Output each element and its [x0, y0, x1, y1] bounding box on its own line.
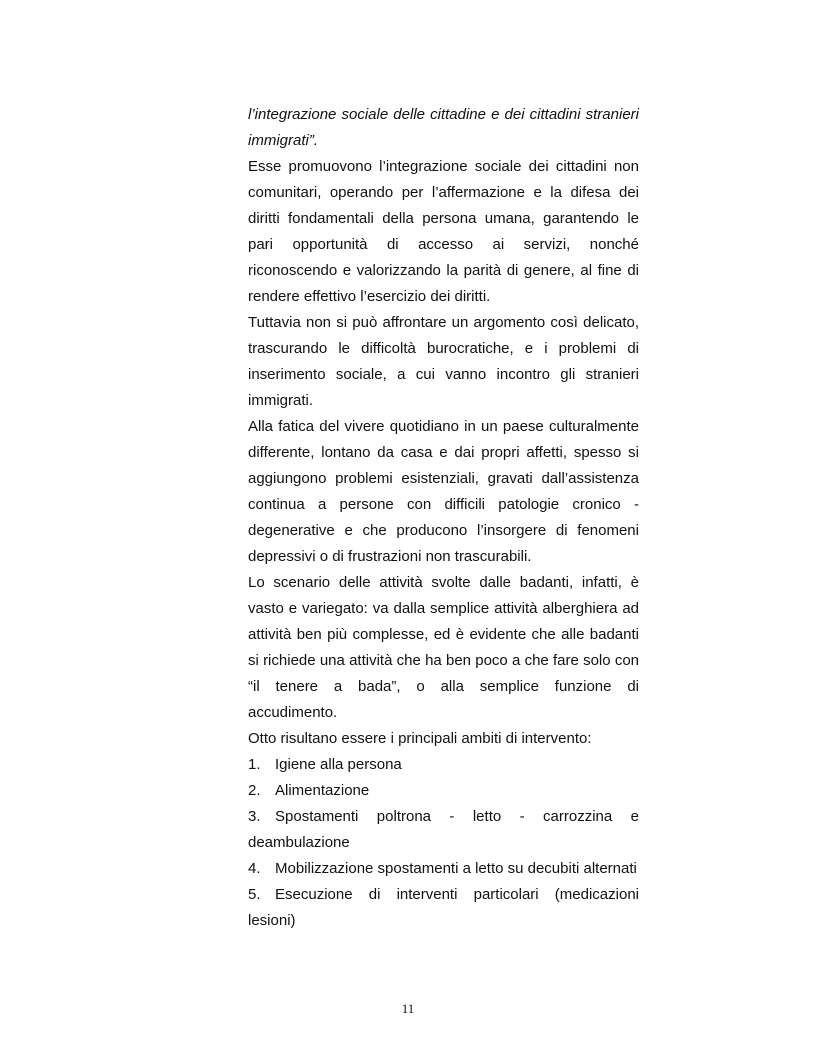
list-item-number: 1. [248, 756, 261, 773]
list-item-text: Alimentazione [275, 782, 370, 799]
list-item-number: 2. [248, 782, 261, 799]
paragraph-badanti-scenario: Lo scenario delle attività svolte dalle badanti, infatti, è vasto e variegato: va dalla semplice attività alberghiera ad attività ben più complesse, ed è evidente che alle badanti si richiede una attività che ha ben poco a che fare solo con “il tenere a bada”, o alla semplice funzione di accudimento. [248, 574, 639, 721]
list-item-text: Spostamenti poltrona - letto - carrozzina e deambulazione [248, 808, 639, 851]
list-item-number: 4. [248, 860, 261, 877]
paragraph-daily-fatigue: Alla fatica del vivere quotidiano in un paese culturalmente differente, lontano da casa e dai propri affetti, spesso si aggiungono problemi esistenziali, gravati dall’assistenza continua a persone con difficili patologie cronico - degenerative e che producono l’insorgere di fenomeni depressivi o di frustrazioni non trascurabili. [248, 418, 639, 565]
intro-quote-paragraph: l’integrazione sociale delle cittadine e dei cittadini stranieri immigrati”. [248, 106, 639, 149]
page-number: 11 [401, 1001, 415, 1016]
list-item [248, 804, 639, 856]
list-item [248, 882, 639, 934]
document-body [248, 102, 639, 934]
paragraph-integration: Esse promuovono l’integrazione sociale dei cittadini non comunitari, operando per l’affermazione e la difesa dei diritti fondamentali della persona umana, garantendo le pari opportunità di accesso ai servizi, nonché riconoscendo e valorizzando la parità di genere, al fine di rendere effettivo l’esercizio dei diritti. [248, 158, 639, 305]
paragraph-bureaucracy: Tuttavia non si può affrontare un argomento così delicato, trascurando le difficoltà burocratiche, e i problemi di inserimento sociale, a cui vanno incontro gli stranieri immigrati. [248, 314, 639, 409]
intervention-list [248, 752, 639, 934]
list-item-number: 5. [248, 886, 261, 903]
paragraph-list-intro: Otto risultano essere i principali ambiti di intervento: [248, 730, 592, 747]
list-item-text: Mobilizzazione spostamenti a letto su decubiti alternati [275, 860, 637, 877]
list-item-text: Esecuzione di interventi particolari (medicazioni lesioni) [248, 886, 639, 929]
list-item [248, 778, 639, 804]
list-item-number: 3. [248, 808, 261, 825]
list-item [248, 856, 639, 882]
list-item [248, 752, 639, 778]
list-item-text: Igiene alla persona [275, 756, 402, 773]
